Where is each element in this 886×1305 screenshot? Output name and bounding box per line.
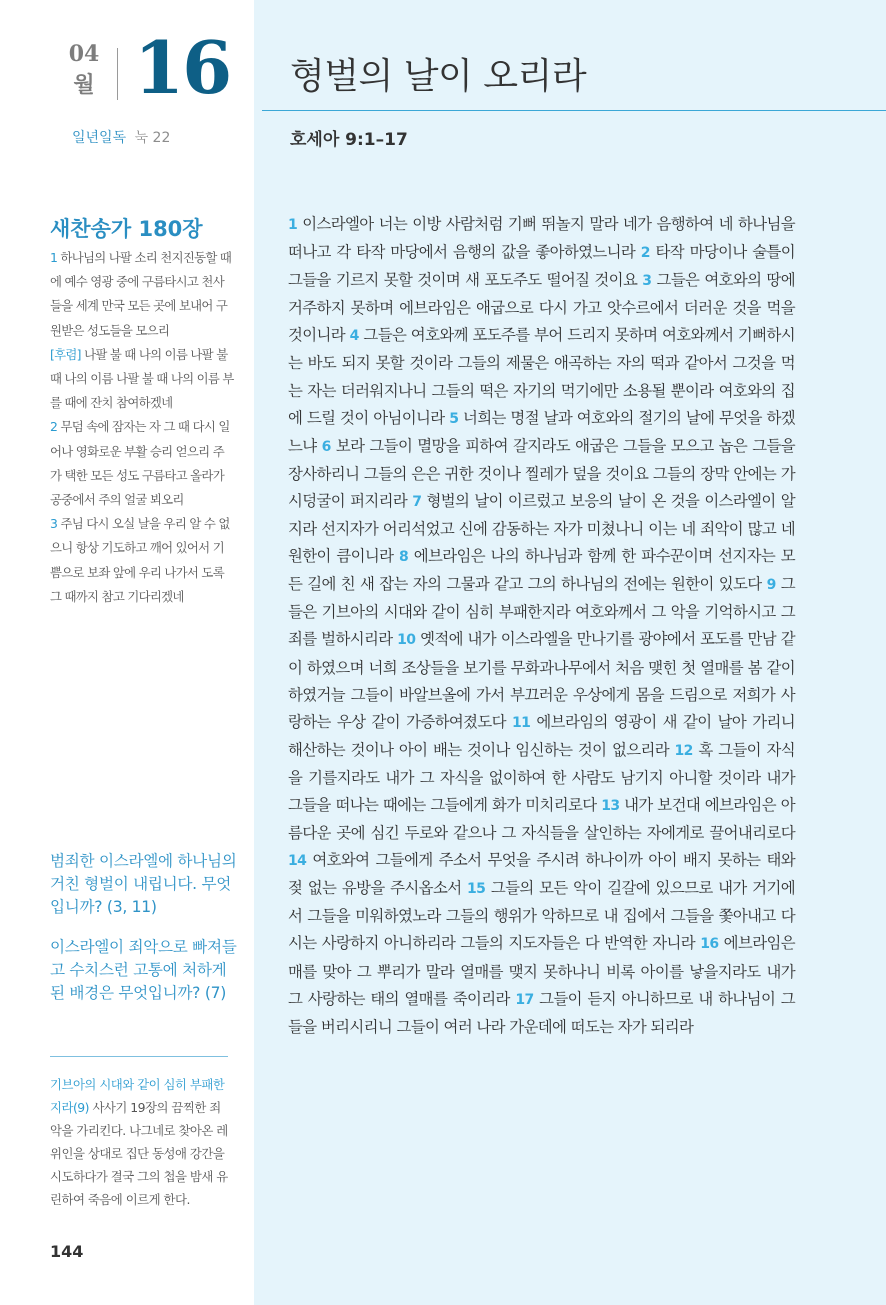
study-note <box>50 1073 230 1211</box>
verse-text: 여호와여 그들에게 주소서 무엇을 주시려 하나이까 아이 배지 못하는 태와 젖 없는 유방을 주시옵소서 <box>288 851 796 898</box>
reading-ref: 눅 22 <box>134 130 171 146</box>
verse-text: 그들은 여호와의 땅에 거주하지 못하며 에브라임은 애굽으로 다시 가고 앗수르에서 더러운 것을 먹을 것이니라 <box>288 271 796 345</box>
question-1: 범죄한 이스라엘에 하나님의 거친 형벌이 내립니다. 무엇입니까? (3, 11) <box>50 852 237 916</box>
verse-number: 9 <box>766 577 776 594</box>
note-text: 사사기 19장의 끔찍한 죄악을 가리킨다. 나그네로 찾아온 레위인을 상대로 집단 동성애 강간을 시도하다가 결국 그의 첩을 밤새 유린하여 죽음에 이르게 한다. <box>50 1100 228 1207</box>
verse-text: 혹 그들이 자식을 기를지라도 내가 그 자식을 없이하여 한 사람도 남기지 아니할 것이라 내가 그들을 떠나는 때에는 그들에게 화가 미치리로다 <box>288 740 795 814</box>
verse-number: 16 <box>700 936 719 953</box>
hymn-chorus-text: 나팔 불 때 나의 이름 나팔 불 때 나의 이름 나팔 불 때 나의 이름 부를 때에 잔치 참여하겠네 <box>50 346 234 411</box>
month <box>62 40 106 100</box>
verse-text: 그들은 기브아의 시대와 같이 심히 부패한지라 여호와께서 그 악을 기억하시고 그 죄를 벌하시리라 <box>288 575 796 649</box>
verse-text: 타작 마당이나 술틀이 그들을 기르지 못할 것이며 새 포도주도 떨어질 것이요 <box>288 243 795 290</box>
verse-text: 형벌의 날이 이르렀고 보응의 날이 온 것을 이스라엘이 알지라 선지자가 어리석었고 신에 감동하는 자가 미쳤나니 이는 네 죄악이 많고 네 원한이 큼이니라 <box>288 491 796 566</box>
question-2: 이스라엘이 죄악으로 빠져들고 수치스런 고통에 처하게 된 배경은 무엇입니까? (7) <box>50 938 237 1002</box>
month-unit: 월 <box>73 72 95 98</box>
verse-number: 3 <box>642 273 652 290</box>
verse-number: 1 <box>288 217 298 233</box>
verse-number: 17 <box>515 991 534 1008</box>
verse-text: 너희는 명절 날과 여호와의 절기의 날에 무엇을 하겠느냐 <box>288 408 796 455</box>
yearly-reading <box>72 129 170 147</box>
page-title: 형벌의 날이 오리라 <box>290 56 587 97</box>
verse-text: 에브라임은 매를 맞아 그 뿌리가 말라 열매를 맺지 못하나니 비록 아이를 낳을지라도 내가 그 사랑하는 태의 열매를 죽이리라 <box>288 934 795 1008</box>
date-divider <box>117 48 118 100</box>
month-number: 04 <box>68 41 100 67</box>
verse-number: 13 <box>601 797 620 814</box>
verse-number: 6 <box>321 438 331 455</box>
page-number: 144 <box>50 1242 84 1261</box>
hymn-lyrics <box>50 246 234 609</box>
verse-number: 7 <box>412 493 422 510</box>
verse-number: 2 <box>640 245 650 262</box>
verse-text: 그들은 여호와께 포도주를 부어 드리지 못하며 여호와께서 기뻐하시는 바도 되지 못할 것이라 그들의 제물은 애곡하는 자의 떡과 같아서 그것을 먹는 자는 더러워지나니 그들의 떡은 자기의 먹기에만 소용될 뿐이라 여호와의 집에 드릴 것이 아님이니라 <box>288 326 795 427</box>
day-number: 16 <box>134 25 231 110</box>
hymn-verse-text: 하나님의 나팔 소리 천지진동할 때에 예수 영광 중에 구름타시고 천사들을 세계 만국 모든 곳에 보내어 구원받은 성도들을 모으리 <box>50 250 232 338</box>
verse-number: 8 <box>399 549 409 566</box>
title-divider <box>262 110 886 111</box>
verse-text: 에브라임은 나의 하나님과 함께 한 파수꾼이며 선지자는 모든 길에 친 새 잡는 자의 그물과 같고 그의 하나님의 전에는 원한이 있도다 <box>288 547 796 594</box>
verse-number: 4 <box>349 328 359 345</box>
verse-number: 11 <box>512 714 531 731</box>
verse-text: 이스라엘아 너는 이방 사람처럼 기뻐 뛰놀지 말라 네가 음행하여 네 하나님을 떠나고 각 타작 마당에서 음행의 값을 좋아하였느니라 <box>288 215 796 262</box>
verse-number: 10 <box>397 632 416 649</box>
hymn-chorus-label: [후렴] <box>50 346 81 362</box>
hymn-title: 새찬송가 180장 <box>50 217 203 241</box>
hymn-verse-number: 2 <box>50 419 58 435</box>
verse-number: 14 <box>288 853 307 870</box>
passage-reference: 호세아 9:1–17 <box>290 130 408 150</box>
verse-number: 12 <box>674 742 693 759</box>
verse-text: 에브라임의 영광이 새 같이 날아 가리니 해산하는 것이나 아이 배는 것이나 임신하는 것이 없으리라 <box>288 712 796 759</box>
verse-text: 그들의 모든 악이 길갈에 있으므로 내가 거기에서 그들을 미워하였노라 그들의 행위가 악하므로 내 집에서 그들을 쫓아내고 다시는 사랑하지 아니하리라 그들의 지도자들은 다 반역한 자니라 <box>288 879 795 953</box>
verse-text: 보라 그들이 멸망을 피하여 갈지라도 애굽은 그들을 모으고 놉은 그들을 장사하리니 그들의 은은 귀한 것이나 찔레가 덮을 것이요 그들의 장막 안에는 가시덩굴이 퍼지리라 <box>288 436 796 510</box>
hymn-verse-text: 주님 다시 오실 날을 우리 알 수 없으니 항상 기도하고 깨어 있어서 기쁨으로 보좌 앞에 우리 나가서 도록 그 때까지 참고 기다리겠네 <box>50 516 230 604</box>
hymn-verse-number: 3 <box>50 516 58 532</box>
reading-label: 일년일독 <box>72 130 127 146</box>
hymn-verse-text: 무덤 속에 잠자는 자 그 때 다시 일어나 영화로운 부활 승리 얻으리 주가 택한 모든 성도 구름타고 올라가 공중에서 주의 얼굴 뵈오리 <box>50 419 230 508</box>
hymn-verse-number: 1 <box>50 250 58 265</box>
verse-number: 5 <box>449 410 459 427</box>
verse-text: 내가 보건대 에브라임은 아름다운 곳에 심긴 두로와 같으나 그 자식들을 살인하는 자에게로 끌어내리로다 <box>288 795 795 843</box>
scripture-text <box>288 211 795 1041</box>
verse-number: 15 <box>467 881 486 898</box>
verse-text: 그들이 듣지 아니하므로 내 하나님이 그들을 버리시리니 그들이 여러 나라 가운데에 떠도는 자가 되리라 <box>288 989 795 1036</box>
note-divider <box>50 1056 228 1057</box>
verse-text: 옛적에 내가 이스라엘을 만나기를 광야에서 포도를 만남 같이 하였으며 너희 조상들을 보기를 무화과나무에서 처음 맺힌 첫 열매를 봄 같이 하였거늘 그들이 바알브올에 가서 부끄러운 우상에게 몸을 드림으로 저희가 사랑하는 우상 같이 가증하여졌도다 <box>288 630 795 731</box>
note-highlight: 기브아의 시대와 같이 심히 부패한지라(9) <box>50 1077 225 1115</box>
